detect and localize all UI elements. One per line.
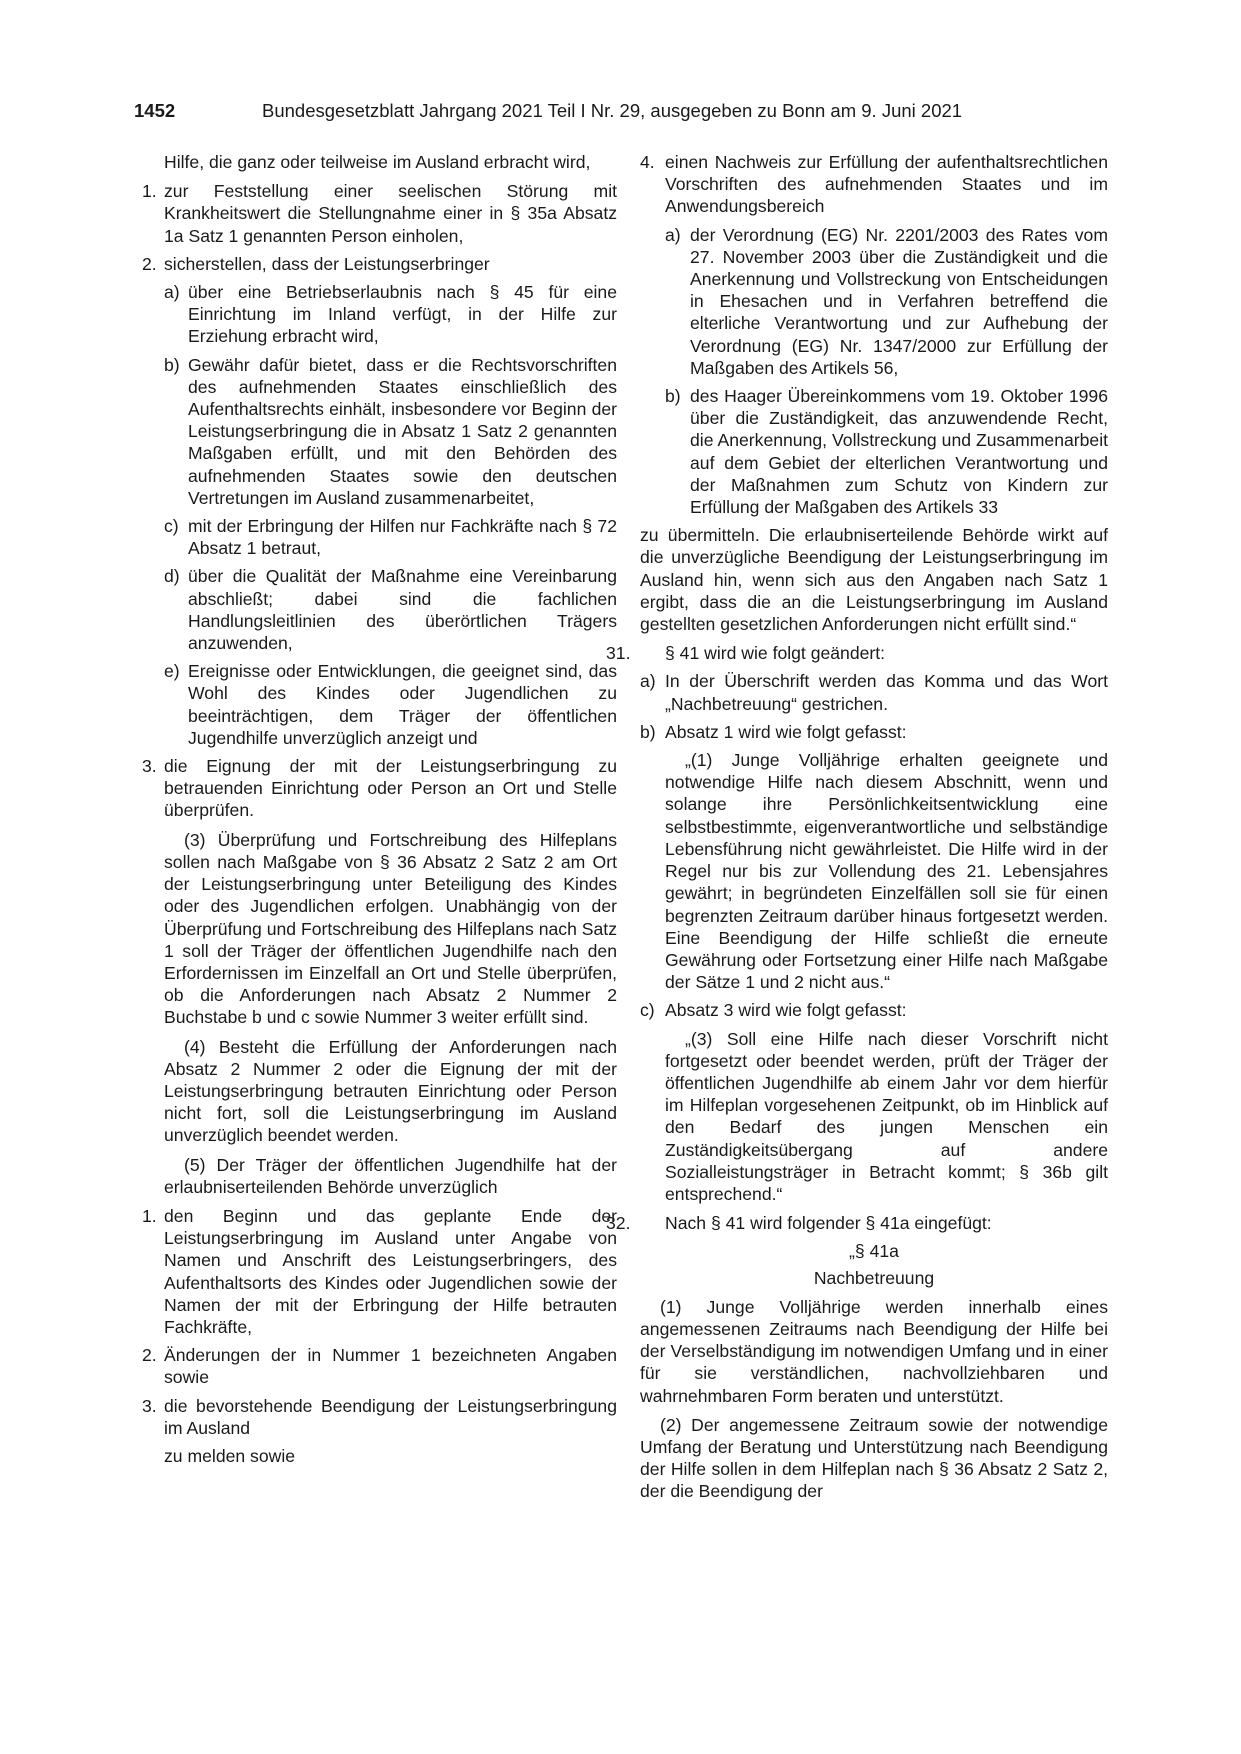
list-item-text: mit der Erbringung der Hilfen nur Fachkräfte nach § 72 Absatz 1 betraut, [188,516,617,559]
list-item-text: einen Nachweis zur Erfüllung der aufenthaltsrechtlichen Vorschriften des aufnehmenden Staates und im Anwendungsbereich [665,152,1108,217]
paragraph-3: (3) Überprüfung und Fortschreibung des Hilfeplans sollen nach Maßgabe von § 36 Absatz 2 Satz 2 am Ort der Leistungserbringung unter Beteiligung des Kindes oder des Jugendlichen erfolgen. Unabhängig von der Überprüfung und Fortschreibung des Hilfeplans nach Satz 1 soll der Träger der öffentlichen Jugendhilfe nach den Erfordernissen im Einzelfall an Ort und Stelle überprüfen, ob die Anforderungen nach Absatz 2 Nummer 2 Buchstabe b und c sowie Nummer 3 weiter erfüllt sind. [164,829,617,1028]
section-number: „§ 41a [849,1241,899,1262]
list-item-text: zur Feststellung einer seelischen Störung mit Krankheitswert die Stellungnahme einer in § 35a Absatz 1a Satz 1 genannten Person einholen, [164,181,617,246]
list-item-2b [164,354,617,509]
transmit-text: zu übermitteln. Die erlaubniserteilende Behörde wirkt auf die unverzügliche Beendigung der Leistungserbringung im Ausland hin, wenn sich aus den Angaben nach Satz 1 ergibt, dass die an die Leistungserbringung im Ausland gestellten gesetzlichen Anforderungen nicht erfüllt sind.“ [640,525,1108,635]
paragraph-5: (5) Der Träger der öffentlichen Jugendhilfe hat der erlaubniserteilenden Behörde unverzüglich [164,1154,617,1197]
list-marker: 1. [142,181,157,202]
list-item-text: Absatz 1 wird wie folgt gefasst: [665,721,907,742]
list-marker: a) [164,282,180,303]
quoted-paragraph-1: „(1) Junge Volljährige erhalten geeignete und notwendige Hilfe nach diesem Abschnitt, wenn und solange ihre Persönlichkeitsentwicklung eine selbstbestimmte, eigenverantwortliche und selbständige Lebensführung nicht gewährleistet. Die Hilfe wird in der Regel nur bis zur Vollendung des 21. Lebensjahres gewährt; in begründeten Einzelfällen soll sie für einen begrenzten Zeitraum darüber hinaus fortgesetzt werden. Eine Beendigung der Hilfe schließt die erneute Gewährung oder Fortsetzung einer Hilfe nach Maßgabe der Sätze 1 und 2 nicht aus.“ [665,750,1108,993]
list-item-text: die Eignung der mit der Leistungserbringung zu betrauenden Einrichtung oder Person an Ort und Stelle überprüfen. [164,756,617,821]
list-item-4b [640,385,1108,518]
list-item-text: § 41 wird wie folgt geändert: [665,643,886,664]
list-marker: a) [665,224,681,245]
left-column [142,151,617,1467]
list-marker: b) [164,354,180,375]
list-item-text: über eine Betriebserlaubnis nach § 45 für eine Einrichtung im Inland verfügt, in der Hilfe zur Erziehung erbracht wird, [188,282,617,347]
list-marker: a) [640,671,656,692]
amendment-31a [640,670,1108,714]
list-item-text: den Beginn und das geplante Ende der Leistungserbringung im Ausland unter Angabe von Namen und Anschrift des Leistungserbringers, des Aufenthaltsorts des Kindes oder Jugendlichen sowie der Namen der mit der Erbringung der Hilfe betrauten Fachkräfte, [164,1205,617,1337]
amendment-31b [640,721,1108,743]
list-item-text: Änderungen der in Nummer 1 bezeichneten Angaben sowie [164,1345,617,1388]
list-marker: c) [640,1000,655,1021]
list-item-2 [142,253,617,275]
list-marker: b) [665,386,681,407]
list-marker: 32. [606,1213,631,1234]
list-item-text: des Haager Übereinkommens vom 19. Oktober 1996 über die Zuständigkeit, das anzuwendende Recht, die Anerkennung, Vollstreckung und Zusammenarbeit auf dem Gebiet der elterlichen Verantwortung und der Maßnahmen zum Schutz von Kindern zur Erfüllung der Maßgaben des Artikels 33 [690,386,1108,518]
p5-list-item-2 [142,1344,617,1388]
amendment-32 [606,1212,1108,1234]
list-item-2c [164,515,617,559]
page-number: 1452 [134,100,176,121]
list-item-text: sicherstellen, dass der Leistungserbringer [164,253,490,274]
closing-text: zu melden sowie [164,1445,296,1466]
list-marker: 31. [606,643,631,664]
quoted-paragraph-3: „(3) Soll eine Hilfe nach dieser Vorschrift nicht fortgesetzt oder beendet werden, prüft der Träger der öffentlichen Jugendhilfe ab einem Jahr vor dem hierfür im Hilfeplan vorgesehenen Zeitpunkt, ob im Hinblick auf den Bedarf des jungen Menschen ein Zuständigkeitsübergang auf andere Sozialleistungsträger in Betracht kommt; § 36b gilt entsprechend.“ [665,1028,1108,1204]
section-41a-paragraph-2: (2) Der angemessene Zeitraum sowie der notwendige Umfang der Beratung und Unterstützung nach Beendigung der Hilfe sollen in dem Hilfeplan nach § 36 Absatz 2 Satz 2, der die Beendigung der [640,1414,1108,1502]
list-marker: d) [164,566,180,587]
list-marker: 1. [142,1205,157,1226]
list-item-1 [142,180,617,247]
list-item-4 [640,151,1108,218]
list-item-4a [640,224,1108,379]
list-item-2e [164,660,617,749]
list-item-text: der Verordnung (EG) Nr. 2201/2003 des Rates vom 27. November 2003 über die Zuständigkeit und die Anerkennung und Vollstreckung von Entscheidungen in Ehesachen und in Verfahren betreffend die elterliche Verantwortung und zur Aufhebung der Verordnung (EG) Nr. 1347/2000 zur Erfüllung der Maßgaben des Artikels 56, [690,224,1108,378]
paragraph-4: (4) Besteht die Erfüllung der Anforderungen nach Absatz 2 Nummer 2 oder die Eignung der mit der Leistungserbringung betrauten Einrichtung oder Person nicht fort, soll die Leistungserbringung im Ausland unverzüglich beendet werden. [164,1036,617,1146]
list-marker: 3. [142,756,157,777]
right-column [606,151,1108,1503]
list-marker: e) [164,661,180,682]
amendment-31c [640,999,1108,1021]
list-marker: b) [640,721,656,742]
p5-list-item-3 [142,1395,617,1439]
list-item-2d [164,565,617,654]
list-marker: c) [164,516,179,537]
section-title: Nachbetreuung [813,1267,935,1288]
amendment-31 [606,642,1108,664]
list-item-text: Gewähr dafür bietet, dass er die Rechtsvorschriften des aufnehmenden Staates einschließlich des Aufenthaltsrechts einhält, insbesondere vor Beginn der Leistungserbringung die in Absatz 1 Satz 2 genannten Maßgaben erfüllt, und mit den Behörden des aufnehmenden Staates sowie den deutschen Vertretungen im Ausland zusammenarbeitet, [188,354,617,508]
list-marker: 3. [142,1395,157,1416]
list-marker: 2. [142,253,157,274]
page-header [134,100,1109,126]
list-item-text: Nach § 41 wird folgender § 41a eingefügt: [665,1213,992,1234]
list-marker: 2. [142,1345,157,1366]
intro-text: Hilfe, die ganz oder teilweise im Ausland erbracht wird, [164,152,591,172]
list-item-text: Absatz 3 wird wie folgt gefasst: [665,1000,907,1021]
running-title: Bundesgesetzblatt Jahrgang 2021 Teil I Nr. 29, ausgegeben zu Bonn am 9. Juni 2021 [262,100,963,121]
section-41a-paragraph-1: (1) Junge Volljährige werden innerhalb eines angemessenen Zeitraums nach Beendigung der Hilfe bei der Verselbständigung im notwendigen Umfang und in einer für sie verständlichen, nachvollziehbaren und wahrnehmbaren Form beraten und unterstützt. [640,1296,1108,1406]
list-item-text: In der Überschrift werden das Komma und das Wort „Nachbetreuung“ gestrichen. [665,671,1108,714]
list-item-text: über die Qualität der Maßnahme eine Vereinbarung abschließt; dabei sind die fachlichen Handlungsleitlinien des überörtlichen Trägers anzuwenden, [188,566,617,654]
list-item-text: die bevorstehende Beendigung der Leistungserbringung im Ausland [164,1395,617,1438]
list-item-text: Ereignisse oder Entwicklungen, die geeignet sind, das Wohl des Kindes oder Jugendlichen zu beeinträchtigen, dem Träger der öffentlichen Jugendhilfe unverzüglich anzeigt und [188,661,617,748]
list-item-3 [142,755,617,822]
list-marker: 4. [640,152,655,172]
p5-list-item-1 [142,1205,617,1338]
list-item-2a [164,281,617,348]
